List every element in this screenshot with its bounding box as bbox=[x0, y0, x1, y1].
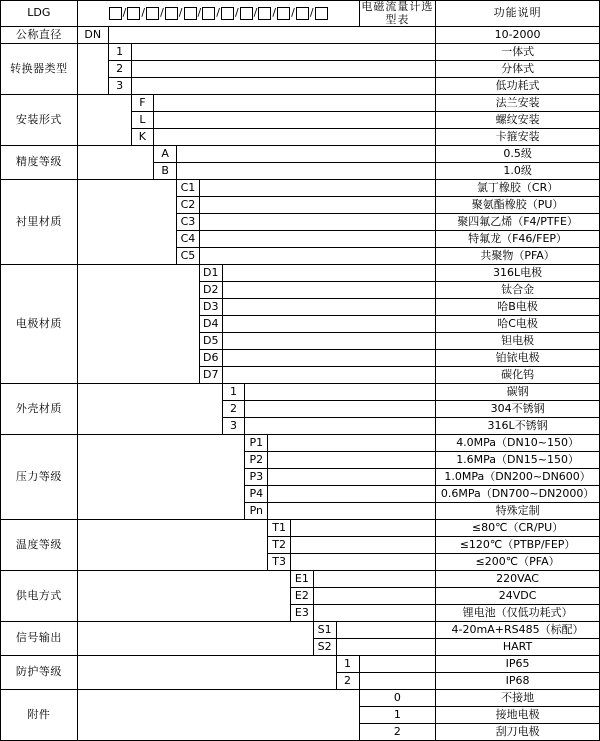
table-row bbox=[1, 95, 600, 112]
blank-cell bbox=[77, 95, 131, 146]
table-row bbox=[1, 435, 600, 452]
slash-icon: / bbox=[234, 6, 239, 20]
desc-cell: 10-2000 bbox=[436, 27, 600, 44]
slash-icon: / bbox=[160, 6, 164, 20]
slash-icon: / bbox=[291, 6, 295, 20]
desc-cell: 锂电池（仅低功耗式） bbox=[436, 605, 600, 622]
row-label-power-supply: 供电方式 bbox=[1, 571, 78, 622]
code-cell: K bbox=[131, 129, 154, 146]
blank-cell bbox=[177, 146, 436, 163]
blank-cell bbox=[290, 537, 435, 554]
code-box-icon bbox=[221, 7, 234, 20]
sheet-title: 电磁流量计选型表 bbox=[359, 1, 436, 27]
code-cell: D6 bbox=[199, 350, 222, 367]
code-cell: P4 bbox=[245, 486, 268, 503]
slash-icon: / bbox=[141, 6, 146, 20]
desc-cell: 316L不锈钢 bbox=[436, 418, 600, 435]
code-cell: 2 bbox=[336, 673, 359, 690]
desc-cell: 聚氨酯橡胶（PU） bbox=[436, 197, 600, 214]
row-label-pressure-class: 压力等级 bbox=[1, 435, 78, 520]
table-row bbox=[1, 146, 600, 163]
blank-cell bbox=[108, 27, 435, 44]
blank-cell bbox=[268, 469, 436, 486]
code-cell: E1 bbox=[290, 571, 313, 588]
slash-icon: / bbox=[253, 6, 258, 20]
code-cell: P3 bbox=[245, 469, 268, 486]
table-row bbox=[1, 656, 600, 673]
desc-cell: 0.6MPa（DN700~DN2000） bbox=[436, 486, 600, 503]
code-box-icon bbox=[277, 7, 290, 20]
desc-cell: 1.6MPa（DN15~150） bbox=[436, 452, 600, 469]
code-box-icon bbox=[202, 7, 215, 20]
desc-cell: 氯丁橡胶（CR） bbox=[436, 180, 600, 197]
slash-icon: / bbox=[272, 6, 277, 20]
desc-cell: 螺纹安装 bbox=[436, 112, 600, 129]
desc-cell: 铂铱电极 bbox=[436, 350, 600, 367]
table-row bbox=[1, 622, 600, 639]
blank-cell bbox=[77, 690, 359, 741]
blank-cell bbox=[313, 605, 435, 622]
row-label-temperature-class: 温度等级 bbox=[1, 520, 78, 571]
row-label-protection-class: 防护等级 bbox=[1, 656, 78, 690]
desc-cell: ≤80℃（CR/PU） bbox=[436, 520, 600, 537]
dn-code-cell: DN bbox=[77, 27, 108, 44]
code-box-icon bbox=[184, 7, 197, 20]
code-cell: D7 bbox=[199, 367, 222, 384]
blank-cell bbox=[222, 333, 436, 350]
code-cell: 3 bbox=[222, 418, 245, 435]
table-row bbox=[1, 44, 600, 61]
code-cell: T2 bbox=[268, 537, 291, 554]
blank-cell bbox=[222, 299, 436, 316]
desc-cell: 接地电极 bbox=[436, 707, 600, 724]
desc-cell: 不接地 bbox=[436, 690, 600, 707]
desc-cell: 特氟龙（F46/FEP） bbox=[436, 231, 600, 248]
blank-cell bbox=[268, 435, 436, 452]
blank-cell bbox=[222, 316, 436, 333]
blank-cell bbox=[77, 622, 313, 656]
table-row bbox=[1, 690, 600, 707]
code-box-icon bbox=[315, 7, 328, 20]
desc-cell: 共聚物（PFA） bbox=[436, 248, 600, 265]
code-cell: F bbox=[131, 95, 154, 112]
desc-cell: 316L电极 bbox=[436, 265, 600, 282]
code-cell: E3 bbox=[290, 605, 313, 622]
code-cell: 2 bbox=[108, 61, 131, 78]
blank-cell bbox=[199, 180, 435, 197]
desc-cell: 钛合金 bbox=[436, 282, 600, 299]
row-label-electrode-material: 电极材质 bbox=[1, 265, 78, 384]
blank-cell bbox=[359, 673, 436, 690]
code-box-icon bbox=[146, 7, 159, 20]
code-cell: S1 bbox=[313, 622, 336, 639]
blank-cell bbox=[177, 163, 436, 180]
row-label-lining-material: 衬里材质 bbox=[1, 180, 78, 265]
desc-cell: 低功耗式 bbox=[436, 78, 600, 95]
blank-cell bbox=[199, 231, 435, 248]
desc-cell: ≤200℃（PFA） bbox=[436, 554, 600, 571]
blank-cell bbox=[131, 44, 436, 61]
function-col-title: 功能说明 bbox=[436, 1, 600, 27]
code-cell: P1 bbox=[245, 435, 268, 452]
blank-cell bbox=[290, 554, 435, 571]
desc-cell: 24VDC bbox=[436, 588, 600, 605]
blank-cell bbox=[77, 520, 268, 571]
model-prefix-cell: LDG bbox=[1, 1, 78, 27]
code-cell: T3 bbox=[268, 554, 291, 571]
blank-cell bbox=[313, 588, 435, 605]
code-cell: D1 bbox=[199, 265, 222, 282]
code-cell: 2 bbox=[222, 401, 245, 418]
code-cell: S2 bbox=[313, 639, 336, 656]
model-code-boxes bbox=[77, 1, 359, 27]
code-cell: 3 bbox=[108, 78, 131, 95]
blank-cell bbox=[222, 350, 436, 367]
blank-cell bbox=[77, 435, 245, 520]
code-cell: 1 bbox=[359, 707, 436, 724]
slash-icon: / bbox=[178, 6, 183, 20]
blank-cell bbox=[199, 214, 435, 231]
code-box-icon bbox=[258, 7, 271, 20]
blank-cell bbox=[222, 282, 436, 299]
code-cell: T1 bbox=[268, 520, 291, 537]
code-box-icon bbox=[165, 7, 178, 20]
desc-cell: 碳化钨 bbox=[436, 367, 600, 384]
blank-cell bbox=[222, 367, 436, 384]
code-cell: B bbox=[154, 163, 177, 180]
code-cell: D2 bbox=[199, 282, 222, 299]
blank-cell bbox=[245, 384, 436, 401]
blank-cell bbox=[222, 265, 436, 282]
code-box-icon bbox=[240, 7, 253, 20]
code-cell: 1 bbox=[336, 656, 359, 673]
desc-cell: 特殊定制 bbox=[436, 503, 600, 520]
blank-cell bbox=[154, 129, 436, 146]
code-box-icon bbox=[296, 7, 309, 20]
code-cell: C4 bbox=[177, 231, 200, 248]
table-row bbox=[1, 571, 600, 588]
blank-cell bbox=[268, 503, 436, 520]
blank-cell bbox=[77, 384, 222, 435]
desc-cell: 4-20mA+RS485（标配） bbox=[436, 622, 600, 639]
row-label-converter-type: 转换器类型 bbox=[1, 44, 78, 95]
code-cell: A bbox=[154, 146, 177, 163]
blank-cell bbox=[313, 571, 435, 588]
code-cell: L bbox=[131, 112, 154, 129]
desc-cell: 0.5级 bbox=[436, 146, 600, 163]
code-cell: 2 bbox=[359, 724, 436, 741]
desc-cell: IP68 bbox=[436, 673, 600, 690]
row-label-nominal-diameter: 公称直径 bbox=[1, 27, 78, 44]
code-cell: D4 bbox=[199, 316, 222, 333]
desc-cell: 哈C电极 bbox=[436, 316, 600, 333]
code-cell: C5 bbox=[177, 248, 200, 265]
desc-cell: 1.0级 bbox=[436, 163, 600, 180]
code-box-icon bbox=[109, 7, 122, 20]
code-cell: E2 bbox=[290, 588, 313, 605]
blank-cell bbox=[77, 180, 176, 265]
row-label-install-type: 安装形式 bbox=[1, 95, 78, 146]
code-cell: C1 bbox=[177, 180, 200, 197]
blank-cell bbox=[245, 418, 436, 435]
slash-icon: / bbox=[122, 6, 127, 20]
table-row bbox=[1, 27, 600, 44]
desc-cell: 刮刀电极 bbox=[436, 724, 600, 741]
desc-cell: IP65 bbox=[436, 656, 600, 673]
blank-cell bbox=[154, 112, 436, 129]
desc-cell: 4.0MPa（DN10~150） bbox=[436, 435, 600, 452]
blank-cell bbox=[336, 639, 436, 656]
desc-cell: 1.0MPa（DN200~DN600） bbox=[436, 469, 600, 486]
blank-cell bbox=[77, 146, 154, 180]
blank-cell bbox=[268, 452, 436, 469]
table-row bbox=[1, 384, 600, 401]
code-cell: P2 bbox=[245, 452, 268, 469]
code-cell: D5 bbox=[199, 333, 222, 350]
table-row bbox=[1, 180, 600, 197]
desc-cell: 哈B电极 bbox=[436, 299, 600, 316]
code-cell: 1 bbox=[222, 384, 245, 401]
blank-cell bbox=[77, 656, 336, 690]
row-label-accuracy-class: 精度等级 bbox=[1, 146, 78, 180]
desc-cell: 一体式 bbox=[436, 44, 600, 61]
code-cell: 0 bbox=[359, 690, 436, 707]
slash-icon: / bbox=[309, 6, 314, 20]
blank-cell bbox=[336, 622, 436, 639]
desc-cell: 卡箍安装 bbox=[436, 129, 600, 146]
desc-cell: 钽电极 bbox=[436, 333, 600, 350]
table-row bbox=[1, 520, 600, 537]
desc-cell: 220VAC bbox=[436, 571, 600, 588]
slash-icon: / bbox=[197, 6, 202, 20]
row-label-signal-output: 信号输出 bbox=[1, 622, 78, 656]
code-cell: D3 bbox=[199, 299, 222, 316]
desc-cell: 聚四氟乙烯（F4/PTFE） bbox=[436, 214, 600, 231]
blank-cell bbox=[77, 265, 199, 384]
blank-cell bbox=[77, 571, 290, 622]
code-cell: 1 bbox=[108, 44, 131, 61]
blank-cell bbox=[131, 78, 436, 95]
code-cell: Pn bbox=[245, 503, 268, 520]
code-cell: C3 bbox=[177, 214, 200, 231]
blank-cell bbox=[199, 197, 435, 214]
table-row bbox=[1, 265, 600, 282]
desc-cell: 法兰安装 bbox=[436, 95, 600, 112]
row-label-housing-material: 外壳材质 bbox=[1, 384, 78, 435]
code-box-icon bbox=[127, 7, 140, 20]
blank-cell bbox=[245, 401, 436, 418]
table-header-row bbox=[1, 1, 600, 27]
row-label-accessories: 附件 bbox=[1, 690, 78, 741]
code-cell: C2 bbox=[177, 197, 200, 214]
slash-icon: / bbox=[216, 6, 220, 20]
desc-cell: 碳钢 bbox=[436, 384, 600, 401]
blank-cell bbox=[154, 95, 436, 112]
blank-cell bbox=[131, 61, 436, 78]
blank-cell bbox=[359, 656, 436, 673]
desc-cell: HART bbox=[436, 639, 600, 656]
desc-cell: 304不锈钢 bbox=[436, 401, 600, 418]
blank-cell bbox=[199, 248, 435, 265]
blank-cell bbox=[268, 486, 436, 503]
desc-cell: ≤120℃（PTBP/FEP） bbox=[436, 537, 600, 554]
desc-cell: 分体式 bbox=[436, 61, 600, 78]
blank-cell bbox=[77, 44, 108, 95]
blank-cell bbox=[290, 520, 435, 537]
